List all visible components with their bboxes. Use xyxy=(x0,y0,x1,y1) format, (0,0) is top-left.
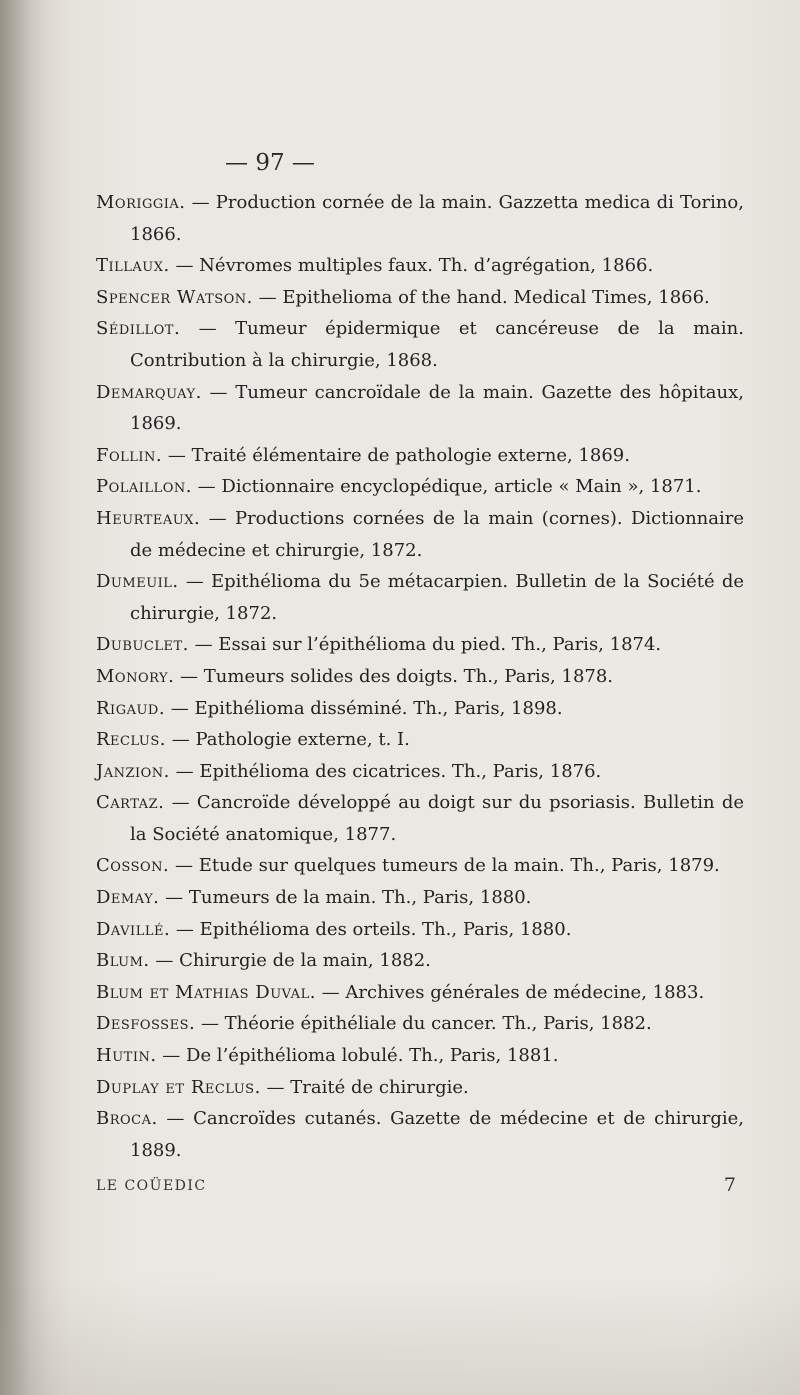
entry-author: Desfosses. xyxy=(96,1013,196,1035)
bibliography-entry xyxy=(96,693,744,725)
entry-text: — Pathologie externe, t. I. xyxy=(166,729,410,751)
bibliography-entry xyxy=(96,882,744,914)
entry-text: — Traité de chirurgie. xyxy=(260,1076,469,1098)
entry-text: — Cancroïde développé au doigt sur du psoriasis. Bulletin de la Société anatomique, 1877. xyxy=(130,792,744,845)
entry-author: Moriggia. xyxy=(96,192,186,213)
bibliography-entry xyxy=(96,1103,744,1166)
bibliography-entry xyxy=(96,1040,744,1072)
entry-author: Demay. xyxy=(96,887,160,909)
entry-author: Sédillot. xyxy=(96,318,181,340)
sheet-number: 7 xyxy=(723,1174,736,1196)
bibliography-entry xyxy=(96,503,744,566)
entry-text: — Cancroïdes cutanés. Gazette de médecine et de chirurgie, 1889. xyxy=(130,1108,744,1161)
entry-text: — Tumeur épidermique et cancéreuse de la main. Contribution à la chirurgie, 1868. xyxy=(130,318,744,371)
bibliography-list xyxy=(96,187,744,1166)
entry-author: Dubuclet. xyxy=(96,634,189,656)
bibliography-entry xyxy=(96,1072,744,1104)
bibliography-entry xyxy=(96,977,744,1009)
entry-text: — Essai sur l’épithélioma du pied. Th., Paris, 1874. xyxy=(188,634,662,656)
entry-author: Blum et Mathias Duval. xyxy=(96,981,316,1003)
entry-text: — Tumeur cancroïdale de la main. Gazette des hôpitaux, 1869. xyxy=(130,381,744,435)
entry-author: Spencer Watson. xyxy=(96,286,253,308)
entry-author: Dumeuil. xyxy=(96,571,179,593)
entry-text: — De l’épithélioma lobulé. Th., Paris, 1881. xyxy=(156,1045,559,1067)
entry-author: Demarquay. xyxy=(96,381,202,403)
bibliography-entry xyxy=(96,440,744,472)
entry-text: — Etude sur quelques tumeurs de la main. Th., Paris, 1879. xyxy=(169,855,720,877)
bibliography-entry xyxy=(96,945,744,977)
entry-author: Monory. xyxy=(96,665,175,687)
bibliography-entry xyxy=(96,661,744,693)
entry-text: — Archives générales de médecine, 1883. xyxy=(315,981,705,1003)
entry-author: Cosson. xyxy=(96,855,170,877)
entry-text: — Dictionnaire encyclopédique, article « Main », 1871. xyxy=(191,476,702,498)
bibliography-entry xyxy=(96,850,744,882)
entry-text: — Productions cornées de la main (cornes). Dictionnaire de médecine et chirurgie, 1872. xyxy=(130,507,744,561)
entry-author: Janzion. xyxy=(96,760,170,782)
entry-author: Reclus. xyxy=(96,729,166,751)
signature-mark: LE COÜEDIC xyxy=(96,1178,207,1194)
entry-author: Hutin. xyxy=(96,1045,157,1067)
page-footer xyxy=(96,1172,736,1204)
bibliography-entry xyxy=(96,282,744,314)
entry-text: — Névromes multiples faux. Th. d’agrégation, 1866. xyxy=(169,255,654,277)
entry-author: Davillé. xyxy=(96,918,171,940)
binding-shadow xyxy=(0,0,50,1395)
entry-author: Heurteaux. xyxy=(96,507,201,529)
entry-text: — Epithélioma des cicatrices. Th., Paris, 1876. xyxy=(169,760,602,782)
entry-text: — Epithélioma disséminé. Th., Paris, 1898. xyxy=(165,697,563,719)
entry-author: Follin. xyxy=(96,444,163,466)
page-bottom-shading xyxy=(0,1275,800,1395)
entry-author: Duplay et Reclus. xyxy=(96,1076,261,1098)
entry-text: — Tumeurs solides des doigts. Th., Paris, 1878. xyxy=(174,665,614,687)
bibliography-entry xyxy=(96,914,744,946)
page-number: — 97 — xyxy=(225,150,315,176)
bibliography-entry xyxy=(96,1008,744,1040)
entry-author: Broca. xyxy=(96,1108,158,1130)
entry-author: Polaillon. xyxy=(96,476,192,498)
entry-text: — Epithélioma des orteils. Th., Paris, 1880. xyxy=(170,918,572,940)
bibliography-entry xyxy=(96,756,744,788)
entry-author: Blum. xyxy=(96,950,150,972)
entry-author: Tillaux. xyxy=(96,255,170,277)
bibliography-entry xyxy=(96,566,744,629)
entry-text: — Epithelioma of the hand. Medical Times, 1866. xyxy=(252,286,710,308)
bibliography-entry xyxy=(96,250,744,282)
bibliography-entry xyxy=(96,787,744,850)
bibliography-entry xyxy=(96,629,744,661)
bibliography-entry xyxy=(96,313,744,376)
entry-author: Rigaud. xyxy=(96,697,166,719)
entry-text: — Chirurgie de la main, 1882. xyxy=(149,950,431,972)
entry-text: — Tumeurs de la main. Th., Paris, 1880. xyxy=(159,887,532,909)
bibliography-entry xyxy=(96,724,744,756)
entry-author: Cartaz. xyxy=(96,792,165,814)
entry-text: — Epithélioma du 5e métacarpien. Bulletin de la Société de chirurgie, 1872. xyxy=(130,571,744,624)
entry-text: — Théorie épithéliale du cancer. Th., Paris, 1882. xyxy=(195,1013,652,1035)
entry-text: — Production cornée de la main. Gazzetta medica di Torino, 1866. xyxy=(130,192,744,245)
entry-text: — Traité élémentaire de pathologie externe, 1869. xyxy=(162,444,630,466)
bibliography-entry xyxy=(96,471,744,503)
bibliography-entry xyxy=(96,187,744,250)
bibliography-entry xyxy=(96,377,744,440)
